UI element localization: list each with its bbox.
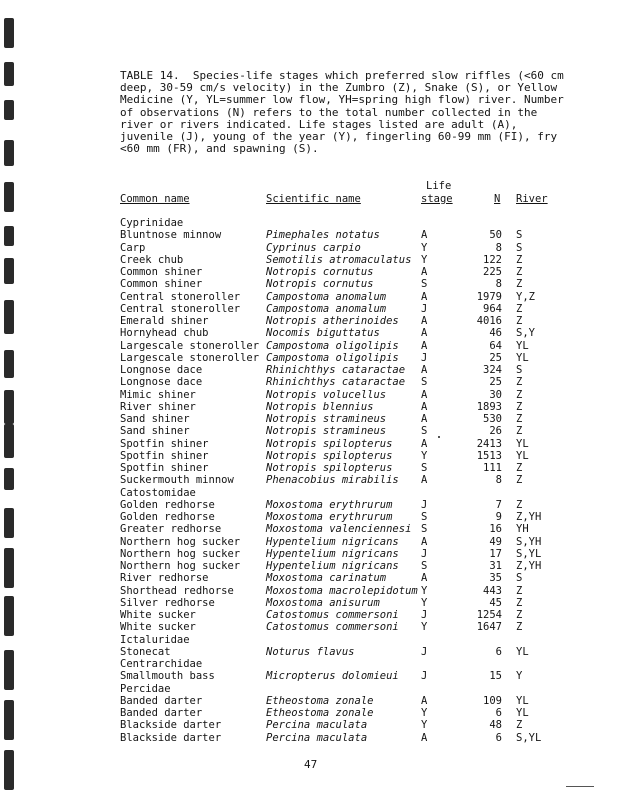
life-stage-cell: Y [421, 450, 428, 462]
river-cell: S,YH [516, 536, 542, 548]
table-row [0, 597, 618, 609]
table-row [0, 707, 618, 719]
life-stage-cell: A [421, 327, 428, 339]
scientific-name-cell: Notropis stramineus [266, 425, 387, 437]
life-stage-cell: A [421, 291, 428, 303]
river-cell: Z [516, 303, 523, 315]
common-name-cell: Shorthead redhorse [120, 585, 234, 597]
scientific-name-cell: Pimephales notatus [266, 229, 380, 241]
family-heading: Percidae [120, 683, 171, 695]
table-row [0, 266, 618, 278]
common-name-cell: Blackside darter [120, 719, 222, 731]
scientific-name-cell: Notropis spilopterus [266, 450, 393, 462]
count-cell: 6 [495, 646, 502, 658]
scientific-name-cell: Moxostoma anisurum [266, 597, 380, 609]
table-row [0, 340, 618, 352]
count-cell: 8 [495, 242, 502, 254]
river-cell: Z [516, 315, 523, 327]
life-stage-cell: A [421, 401, 428, 413]
scientific-name-cell: Notropis cornutus [266, 266, 374, 278]
count-cell: 8 [495, 278, 502, 290]
table-row [0, 352, 618, 364]
table-row [0, 401, 618, 413]
life-stage-cell: A [421, 732, 428, 744]
life-stage-cell: J [421, 352, 428, 364]
life-stage-cell: J [421, 548, 428, 560]
scientific-name-cell: Etheostoma zonale [266, 695, 374, 707]
count-cell: 25 [489, 376, 502, 388]
count-cell: 49 [489, 536, 502, 548]
scientific-name-cell: Etheostoma zonale [266, 707, 374, 719]
scientific-name-cell: Notropis volucellus [266, 389, 387, 401]
river-cell: S,YL [516, 548, 542, 560]
scientific-name-cell: Micropterus dolomieui [266, 670, 399, 682]
header-river: River [516, 193, 548, 205]
common-name-cell: Central stoneroller [120, 291, 241, 303]
life-stage-cell: J [421, 646, 428, 658]
life-stage-cell: Y [421, 254, 428, 266]
life-stage-cell: A [421, 389, 428, 401]
table-row [0, 732, 618, 744]
common-name-cell: Sand shiner [120, 413, 190, 425]
header-n: N [494, 193, 501, 205]
table-row [0, 450, 618, 462]
life-stage-cell: A [421, 536, 428, 548]
life-stage-cell: Y [421, 621, 428, 633]
table-row [0, 609, 618, 621]
table-row [0, 389, 618, 401]
header-scientific-name: Scientific name [266, 193, 361, 205]
count-cell: 1979 [476, 291, 502, 303]
count-cell: 1647 [476, 621, 502, 633]
count-cell: 45 [489, 597, 502, 609]
count-cell: 2413 [476, 438, 502, 450]
count-cell: 324 [483, 364, 502, 376]
scientific-name-cell: Phenacobius mirabilis [266, 474, 399, 486]
table-row [0, 560, 618, 572]
count-cell: 35 [489, 572, 502, 584]
count-cell: 30 [489, 389, 502, 401]
scientific-name-cell: Notropis spilopterus [266, 462, 393, 474]
count-cell: 48 [489, 719, 502, 731]
life-stage-cell: A [421, 340, 428, 352]
river-cell: YL [516, 352, 529, 364]
count-cell: 964 [483, 303, 502, 315]
river-cell: S [516, 242, 523, 254]
river-cell: Z [516, 413, 523, 425]
table-row [0, 548, 618, 560]
table-row [0, 536, 618, 548]
table-row [0, 303, 618, 315]
common-name-cell: Central stoneroller [120, 303, 241, 315]
common-name-cell: Banded darter [120, 695, 203, 707]
river-cell: YL [516, 695, 529, 707]
table-caption: TABLE 14. Species-life stages which preferred slow riffles (<60 cm deep, 30-59 cm/s velocity) in the Zumbro (Z), Snake (S), or Yellow Medicine (Y, YL=summer low flow, YH=spring high flow) river. Number of observations (N) refers to the total number collected in the river or rivers indicated. Life stages listed are adult (A), juvenile (J), young of the year (Y), fingerling 60-99 mm (FI), fry <60 mm (FR), and spawning (S). [120, 69, 571, 156]
scientific-name-cell: Moxostoma valenciennesi [266, 523, 412, 535]
table-row [0, 278, 618, 290]
header-common-name: Common name [120, 193, 190, 205]
life-stage-cell: A [421, 572, 428, 584]
river-cell: Z [516, 719, 523, 731]
table-row [0, 364, 618, 376]
river-cell: Z [516, 376, 523, 388]
common-name-cell: Emerald shiner [120, 315, 209, 327]
table-row [0, 229, 618, 241]
count-cell: 50 [489, 229, 502, 241]
count-cell: 122 [483, 254, 502, 266]
life-stage-cell: S [421, 278, 428, 290]
life-stage-cell: Y [421, 707, 428, 719]
scientific-name-cell: Hypentelium nigricans [266, 536, 399, 548]
common-name-cell: Spotfin shiner [120, 462, 209, 474]
life-stage-cell: Y [421, 597, 428, 609]
life-stage-cell: S [421, 511, 428, 523]
table-row [0, 511, 618, 523]
count-cell: 4016 [476, 315, 502, 327]
scientific-name-cell: Notropis cornutus [266, 278, 374, 290]
common-name-cell: Smallmouth bass [120, 670, 215, 682]
count-cell: 1893 [476, 401, 502, 413]
river-cell: YL [516, 450, 529, 462]
common-name-cell: River redhorse [120, 572, 209, 584]
common-name-cell: Blackside darter [120, 732, 222, 744]
scientific-name-cell: Campostoma anomalum [266, 303, 387, 315]
table-row [0, 695, 618, 707]
river-cell: YL [516, 438, 529, 450]
scientific-name-cell: Moxostoma erythrurum [266, 499, 393, 511]
table-row [0, 242, 618, 254]
common-name-cell: Sand shiner [120, 425, 190, 437]
river-cell: Z [516, 462, 523, 474]
table-row [0, 425, 618, 437]
table-row [0, 670, 618, 682]
common-name-cell: Banded darter [120, 707, 203, 719]
count-cell: 16 [489, 523, 502, 535]
scientific-name-cell: Noturus flavus [266, 646, 355, 658]
river-cell: S [516, 229, 523, 241]
scientific-name-cell: Moxostoma erythrurum [266, 511, 393, 523]
common-name-cell: River shiner [120, 401, 196, 413]
life-stage-cell: A [421, 438, 428, 450]
family-heading: Cyprinidae [120, 217, 184, 229]
table-row [0, 291, 618, 303]
common-name-cell: Common shiner [120, 266, 203, 278]
scientific-name-cell: Semotilis atromaculatus [266, 254, 412, 266]
scientific-name-cell: Hypentelium nigricans [266, 548, 399, 560]
river-cell: Y [516, 670, 523, 682]
scientific-name-cell: Campostoma oligolipis [266, 352, 399, 364]
table-row [0, 438, 618, 450]
scientific-name-cell: Percina maculata [266, 719, 368, 731]
life-stage-cell: S [421, 376, 428, 388]
scientific-name-cell: Notropis blennius [266, 401, 374, 413]
family-heading: Ictaluridae [120, 634, 190, 646]
scientific-name-cell: Rhinichthys cataractae [266, 364, 406, 376]
count-cell: 8 [495, 474, 502, 486]
life-stage-cell: Y [421, 242, 428, 254]
common-name-cell: Hornyhead chub [120, 327, 209, 339]
table-row [0, 327, 618, 339]
common-name-cell: Mimic shiner [120, 389, 196, 401]
river-cell: Y,Z [516, 291, 535, 303]
common-name-cell: Bluntnose minnow [120, 229, 222, 241]
life-stage-cell: A [421, 266, 428, 278]
life-stage-cell: S [421, 560, 428, 572]
life-stage-cell: J [421, 499, 428, 511]
common-name-cell: Golden redhorse [120, 499, 215, 511]
river-cell: YL [516, 646, 529, 658]
life-stage-cell: J [421, 609, 428, 621]
life-stage-cell: A [421, 315, 428, 327]
table-row [0, 254, 618, 266]
river-cell: S [516, 572, 523, 584]
common-name-cell: Spotfin shiner [120, 438, 209, 450]
common-name-cell: Creek chub [120, 254, 184, 266]
scientific-name-cell: Campostoma anomalum [266, 291, 387, 303]
life-stage-cell: A [421, 229, 428, 241]
life-stage-cell: Y [421, 719, 428, 731]
life-stage-cell: A [421, 695, 428, 707]
table-row [0, 474, 618, 486]
table-row [0, 585, 618, 597]
count-cell: 443 [483, 585, 502, 597]
common-name-cell: Suckermouth minnow [120, 474, 234, 486]
river-cell: Z [516, 499, 523, 511]
life-stage-cell: S [421, 523, 428, 535]
count-cell: 25 [489, 352, 502, 364]
river-cell: Z [516, 425, 523, 437]
count-cell: 1254 [476, 609, 502, 621]
count-cell: 7 [495, 499, 502, 511]
life-stage-cell: J [421, 670, 428, 682]
life-stage-cell: J [421, 303, 428, 315]
page-number: 47 [304, 758, 318, 771]
common-name-cell: Golden redhorse [120, 511, 215, 523]
common-name-cell: Northern hog sucker [120, 560, 241, 572]
common-name-cell: Northern hog sucker [120, 536, 241, 548]
scientific-name-cell: Moxostoma carinatum [266, 572, 387, 584]
table-row [0, 646, 618, 658]
scientific-name-cell: Campostoma oligolipis [266, 340, 399, 352]
table-row [0, 523, 618, 535]
river-cell: Z [516, 474, 523, 486]
common-name-cell: Spotfin shiner [120, 450, 209, 462]
common-name-cell: White sucker [120, 621, 196, 633]
table-row [0, 621, 618, 633]
river-cell: S,Y [516, 327, 535, 339]
river-cell: Z [516, 585, 523, 597]
scientific-name-cell: Moxostoma macrolepidotum [266, 585, 418, 597]
river-cell: YL [516, 340, 529, 352]
river-cell: Z [516, 254, 523, 266]
table-row [0, 499, 618, 511]
count-cell: 6 [495, 707, 502, 719]
table-row [0, 719, 618, 731]
river-cell: Z [516, 401, 523, 413]
river-cell: Z [516, 389, 523, 401]
count-cell: 26 [489, 425, 502, 437]
scientific-name-cell: Hypentelium nigricans [266, 560, 399, 572]
family-heading: Centrarchidae [120, 658, 203, 670]
common-name-cell: Stonecat [120, 646, 171, 658]
life-stage-cell: Y [421, 585, 428, 597]
table-row [0, 413, 618, 425]
count-cell: 31 [489, 560, 502, 572]
life-stage-cell: A [421, 474, 428, 486]
family-heading: Catostomidae [120, 487, 196, 499]
header-life: Life [426, 180, 452, 192]
count-cell: 46 [489, 327, 502, 339]
river-cell: Z [516, 266, 523, 278]
river-cell: S,YL [516, 732, 542, 744]
count-cell: 6 [495, 732, 502, 744]
count-cell: 109 [483, 695, 502, 707]
common-name-cell: Carp [120, 242, 146, 254]
table-row [0, 376, 618, 388]
life-stage-cell: A [421, 413, 428, 425]
scientific-name-cell: Cyprinus carpio [266, 242, 361, 254]
river-cell: YH [516, 523, 529, 535]
scientific-name-cell: Catostomus commersoni [266, 621, 399, 633]
count-cell: 225 [483, 266, 502, 278]
common-name-cell: White sucker [120, 609, 196, 621]
scientific-name-cell: Nocomis biguttatus [266, 327, 380, 339]
common-name-cell: Largescale stoneroller [120, 352, 260, 364]
river-cell: YL [516, 707, 529, 719]
common-name-cell: Northern hog sucker [120, 548, 241, 560]
header-life-stage: stage [421, 193, 453, 205]
river-cell: Z [516, 621, 523, 633]
life-stage-cell: S [421, 425, 428, 437]
count-cell: 64 [489, 340, 502, 352]
common-name-cell: Silver redhorse [120, 597, 215, 609]
scientific-name-cell: Notropis spilopterus [266, 438, 393, 450]
river-cell: Z,YH [516, 560, 542, 572]
scan-mark [566, 786, 594, 787]
common-name-cell: Longnose dace [120, 376, 203, 388]
river-cell: Z,YH [516, 511, 542, 523]
river-cell: S [516, 364, 523, 376]
scientific-name-cell: Notropis stramineus [266, 413, 387, 425]
life-stage-cell: A [421, 364, 428, 376]
scientific-name-cell: Notropis atherinoides [266, 315, 399, 327]
common-name-cell: Longnose dace [120, 364, 203, 376]
life-stage-cell: S [421, 462, 428, 474]
count-cell: 17 [489, 548, 502, 560]
river-cell: Z [516, 278, 523, 290]
common-name-cell: Common shiner [120, 278, 203, 290]
common-name-cell: Largescale stoneroller [120, 340, 260, 352]
table-row [0, 572, 618, 584]
river-cell: Z [516, 609, 523, 621]
count-cell: 1513 [476, 450, 502, 462]
count-cell: 9 [495, 511, 502, 523]
common-name-cell: Greater redhorse [120, 523, 222, 535]
table-row [0, 315, 618, 327]
count-cell: 111 [483, 462, 502, 474]
count-cell: 530 [483, 413, 502, 425]
table-row [0, 462, 618, 474]
count-cell: 15 [489, 670, 502, 682]
river-cell: Z [516, 597, 523, 609]
scientific-name-cell: Percina maculata [266, 732, 368, 744]
scientific-name-cell: Rhinichthys cataractae [266, 376, 406, 388]
scientific-name-cell: Catostomus commersoni [266, 609, 399, 621]
